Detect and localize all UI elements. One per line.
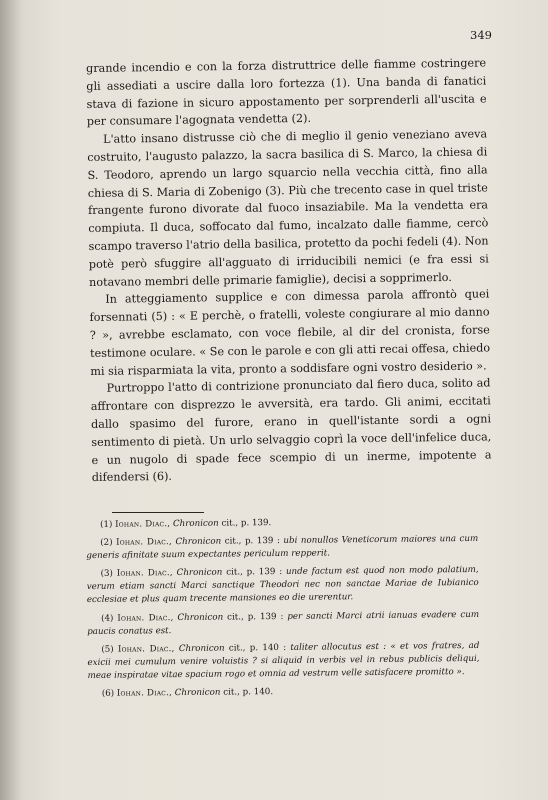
paragraph: L'atto insano distrusse ciò che di meglio il genio veneziano aveva costruito, l'augusto palazzo, la sacra basilica di S. Marco, la chiesa di S. Teodoro, aprendo un largo squarcio nella vecchia città, fino alla chiesa di S. Maria di Zobenigo (3). Più che trecento case in quel triste frangente furono divorate dal fuoco insaziabile. Ma la vendetta era compiuta. Il duca, soffocato dal fumo, incalzato dalle fiamme, cercò scampo traverso l'atrio della basilica, protetto da pochi fedeli (4). Non potè però sfuggire all'agguato di irriducibili nemici (e fra essi si notavano membri delle primarie famiglie), decisi a sopprimerlo. <box>87 127 489 289</box>
footnote-author: Iohan. Diac., <box>116 537 173 548</box>
main-text <box>86 54 492 487</box>
footnote-work: Chronicon <box>174 687 221 699</box>
footnote-marker: (3) <box>100 569 113 580</box>
footnote-marker: (4) <box>100 613 114 624</box>
footnote <box>87 608 479 638</box>
footnote-citation: cit., p. 140 : <box>224 642 291 654</box>
footnote <box>87 564 479 607</box>
footnote-quote: taliter allocutus est : « et vos fratres, ad exicii mei cumulum venire voluistis ? si aliquid in verbis vel in rebus publicis deliqui, meae inspiratae vitae spacium rogo et omnia ad vestrum velle satisfacere promitto ». <box>87 640 480 681</box>
paragraph: In atteggiamento supplice e con dimessa parola affrontò quei forsennati (5) : « E perchè, o fratelli, voleste congiurare al mio danno ? », avrebbe esclamato, con voce flebile, al dir del cronista, forse testimone oculare. « Se con le parole e con gli atti recai offesa, chiedo mi sia risparmiata la vita, pronto a soddisfare ogni vostro desiderio ». <box>89 287 491 378</box>
footnote-work: Chronicon <box>172 518 219 530</box>
footnote-citation: cit., p. 139 : <box>223 611 288 623</box>
footnote <box>87 640 479 683</box>
footnote-marker: (2) <box>100 537 113 548</box>
footnote-separator <box>112 512 204 513</box>
footnote-citation: cit., p. 139. <box>218 518 272 529</box>
footnotes <box>86 515 480 706</box>
footnote-author: Iohan. Diac., <box>116 688 173 699</box>
footnote-marker: (6) <box>101 688 115 699</box>
footnote <box>86 533 478 563</box>
footnote-work: Chronicon <box>178 643 225 654</box>
footnote <box>86 515 478 532</box>
footnote-author: Iohan. Diac., <box>117 643 175 655</box>
footnote-work: Chronicon <box>176 567 223 579</box>
footnote-quote: per sancti Marci atrii ianuas evadere cum paucis conatus est. <box>87 609 480 637</box>
footnote <box>88 684 480 701</box>
footnote-work: Chronicon <box>177 612 224 623</box>
footnote-citation: cit., p. 139 : <box>221 536 284 547</box>
footnote-author: Iohan. Diac., <box>116 568 173 579</box>
footnote-marker: (1) <box>100 519 113 530</box>
paragraph: Purtroppo l'atto di contrizione pronunciato dal fiero duca, solito ad affrontare con disprezzo le avversità, era tardo. Gli animi, eccitati dallo spasimo del furore, erano in quell'istante sordi a ogni sentimento di pietà. Un urlo selvaggio coprì la voce dell'infelice duca, e un nugolo di spade fece scempio di un inerme, impotente a difendersi (6). <box>90 376 492 485</box>
footnote-citation: cit., p. 140. <box>220 687 274 698</box>
footnote-quote: unde factum est quod non modo palatium, verum etiam sancti Marci sanctique Theodori nec non sanctae Mariae de Iubianico ecclesiae et plus quam trecente mansiones eo die urerentur. <box>86 565 479 606</box>
footnote-author: Iohan. Diac., <box>115 519 171 530</box>
footnote-author: Iohan. Diac., <box>117 612 174 624</box>
footnote-work: Chronicon <box>175 536 222 548</box>
footnote-marker: (5) <box>101 644 114 655</box>
footnote-citation: cit., p. 139 : <box>222 567 286 578</box>
page-number: 349 <box>470 28 492 42</box>
footnote-quote: ubi nonullos Veneticorum maiores una cum generis afinitate suum expectantes periculum repperit. <box>86 533 479 562</box>
paragraph: grande incendio e con la forza distruttrice delle fiamme costringere gli assediati a uscire dalla loro fortezza (1). Una banda di fanatici stava di fazione in sicuro appostamento per sorprenderli all'uscita e per consumare l'agognata vendetta (2). <box>86 56 487 129</box>
